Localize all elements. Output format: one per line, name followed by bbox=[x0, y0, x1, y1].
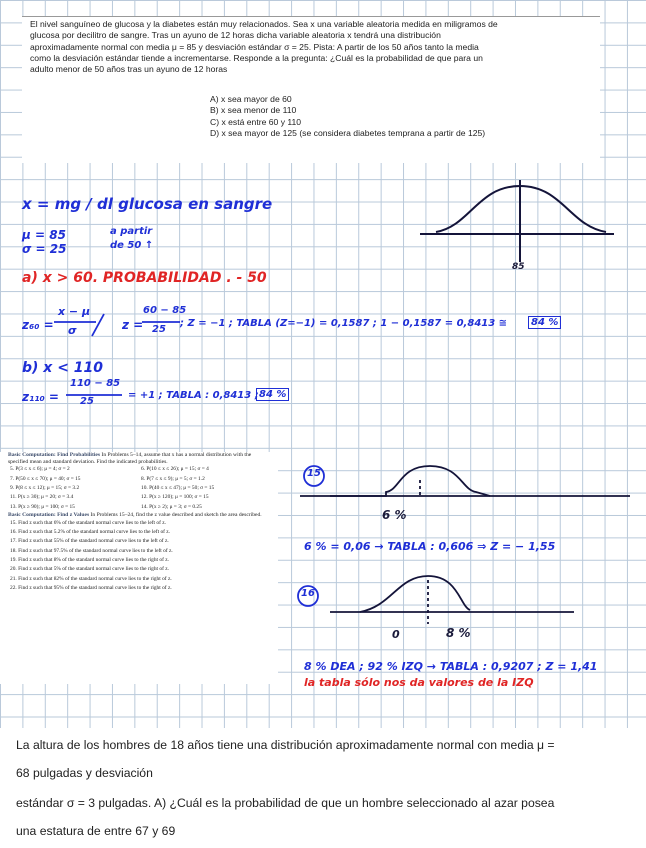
problem-15-number: 15 bbox=[307, 468, 321, 479]
part-b-heading: b) x < 110 bbox=[22, 360, 104, 376]
problem-16-work: 8 % DEA ; 92 % IZQ → TABLA : 0,9207 ; Z = 1,41 bbox=[304, 660, 598, 673]
problem-3-line: una estatura de entre 67 y 69 bbox=[16, 824, 176, 838]
part-b-frac-num: 110 − 85 bbox=[70, 378, 121, 389]
textbook-item: 19. Find z such that 8% of the standard normal curve lies to the right of z. bbox=[10, 557, 169, 563]
part-a-frac2-den: 25 bbox=[152, 324, 166, 335]
part-b-result: = +1 ; TABLA : 0,8413 ; bbox=[128, 390, 259, 401]
normal-curve-sketch-15 bbox=[300, 466, 630, 496]
textbook-problem: 13. P(x ≥ 90); μ = 100; σ = 15 bbox=[10, 503, 75, 510]
problem-1-line: adulto menor de 50 años tras un ayuno de 12 horas bbox=[30, 64, 228, 75]
part-a-heading: a) x > 60. PROBABILIDAD . - 50 bbox=[22, 270, 267, 286]
option-a: A) x sea mayor de 60 bbox=[210, 94, 292, 104]
problem-16-number: 16 bbox=[301, 588, 315, 599]
problem-1-line: como la desviación estándar tiende a incrementarse. Responde a la pregunta: ¿Cuál es la probabilidad de que para un bbox=[30, 52, 483, 63]
textbook-heading-1: Basic Computation: Find Probabilities In Problems 5–14, assume that x has a normal distribution with the specified mean and standard deviation. Find the indicated probabilities. bbox=[8, 452, 252, 465]
part-a-z-label: z₆₀ = bbox=[22, 318, 54, 332]
problem-3-line: 68 pulgadas y desviación bbox=[16, 766, 153, 780]
problem-16-note: la tabla sólo nos da valores de la IZQ bbox=[304, 676, 534, 689]
textbook-problem: 10. P(40 ≤ x ≤ 47); μ = 50; σ = 15 bbox=[141, 485, 215, 491]
variable-definition: x = mg / dl glucosa en sangre bbox=[22, 195, 273, 213]
problem-15-work: 6 % = 0,06 → TABLA : 0,606 ⇒ Z = − 1,55 bbox=[304, 540, 556, 553]
normal-curve-sketch-16 bbox=[298, 576, 574, 624]
option-b: B) x sea menor de 110 bbox=[210, 105, 297, 116]
problem-16-percent: 8 % bbox=[446, 626, 471, 640]
textbook-item: 20. Find z such that 5% of the standard normal curve lies to the right of z. bbox=[10, 566, 169, 573]
normal-curve-sketch-1 bbox=[420, 180, 614, 262]
problem-3-line: La altura de los hombres de 18 años tiene una distribución aproximadamente normal con media μ = bbox=[16, 738, 555, 752]
textbook-problem: 5. P(3 ≤ x ≤ 6); μ = 4; σ = 2 bbox=[10, 466, 70, 473]
textbook-item: 21. Find z such that 82% of the standard normal curve lies to the right of z. bbox=[10, 575, 172, 582]
textbook-item: 17. Find z such that 55% of the standard normal curve lies to the left of z. bbox=[10, 538, 169, 545]
part-a-z-eq: z = bbox=[122, 318, 144, 332]
textbook-problem: 14. P(x ≥ 2); μ = 3; σ = 0.25 bbox=[141, 503, 202, 510]
problem-1-line: El nivel sanguíneo de glucosa y la diabetes están muy relacionados. Sea x una variable aleatoria medida en miligramos de bbox=[30, 19, 498, 29]
part-b-frac-den: 25 bbox=[80, 396, 94, 407]
problem-15-percent: 6 % bbox=[382, 508, 407, 522]
textbook-item: 18. Find z such that 97.5% of the standard normal curve lies to the left of z. bbox=[10, 547, 173, 554]
after-50-note-2: de 50 ↑ bbox=[110, 240, 154, 251]
textbook-problem: 6. P(10 ≤ x ≤ 26); μ = 15; σ = 4 bbox=[141, 466, 209, 473]
option-c: C) x está entre 60 y 110 bbox=[210, 116, 302, 127]
textbook-item: 15. Find z such that 6% of the standard normal curve lies to the left of z. bbox=[10, 519, 166, 526]
textbook-problem: 9. P(8 ≤ x ≤ 12); μ = 15; σ = 3.2 bbox=[10, 485, 80, 491]
part-a-frac1-num: x − μ bbox=[58, 305, 91, 318]
sigma-note: σ = 25 bbox=[22, 242, 67, 256]
part-a-frac2-num: 60 − 85 bbox=[143, 305, 187, 316]
part-a-result: ; Z = −1 ; TABLA (Z=−1) = 0,1587 ; 1 − 0,1587 = 0,8413 ≅ bbox=[180, 318, 508, 329]
textbook-item: 16. Find z such that 5.2% of the standard normal curve lies to the left of z. bbox=[10, 529, 171, 536]
part-a-answer: 84 % bbox=[528, 316, 561, 329]
problem-1-line: glucosa por decilitro de sangre. Tras un ayuno de 12 horas dicha variable aleatoria x tendrá una distribución bbox=[30, 30, 441, 41]
problem-16-zero: 0 bbox=[392, 628, 400, 641]
option-d: D) x sea mayor de 125 (se considera diabetes temprana a partir de 125) bbox=[210, 127, 486, 138]
mean-note: μ = 85 bbox=[22, 228, 66, 242]
problem-3-line: estándar σ = 3 pulgadas. A) ¿Cuál es la probabilidad de que un hombre seleccionado al azar posea bbox=[16, 796, 555, 810]
fraction-bars bbox=[54, 314, 180, 395]
mean-axis-label: 85 bbox=[512, 262, 525, 272]
textbook-heading-2: Basic Computation: Find z Values In Problems 15–24, find the z value described and sketch the area described. bbox=[8, 512, 262, 519]
part-b-answer: 84 % bbox=[256, 388, 289, 401]
part-a-frac1-den: σ bbox=[68, 324, 77, 337]
textbook-problem: 11. P(x ≥ 30); μ = 20; σ = 3.4 bbox=[10, 494, 74, 501]
textbook-item: 22. Find z such that 95% of the standard normal curve lies to the right of z. bbox=[10, 584, 172, 591]
textbook-problem: 12. P(x ≥ 120); μ = 100; σ = 15 bbox=[141, 494, 209, 501]
after-50-note-1: a partir bbox=[110, 226, 153, 237]
textbook-problem: 7. P(50 ≤ x ≤ 70); μ = 40; σ = 15 bbox=[10, 475, 81, 482]
part-b-z-label: z₁₁₀ = bbox=[22, 390, 59, 404]
textbook-problem: 8. P(7 ≤ x ≤ 9); μ = 5; σ = 1.2 bbox=[141, 475, 205, 482]
problem-1-line: aproximadamente normal con media μ = 85 y desviación estándar σ = 25. Pista: A partir de los 50 años tanto la media bbox=[30, 41, 479, 52]
problem-3-card bbox=[0, 728, 646, 848]
